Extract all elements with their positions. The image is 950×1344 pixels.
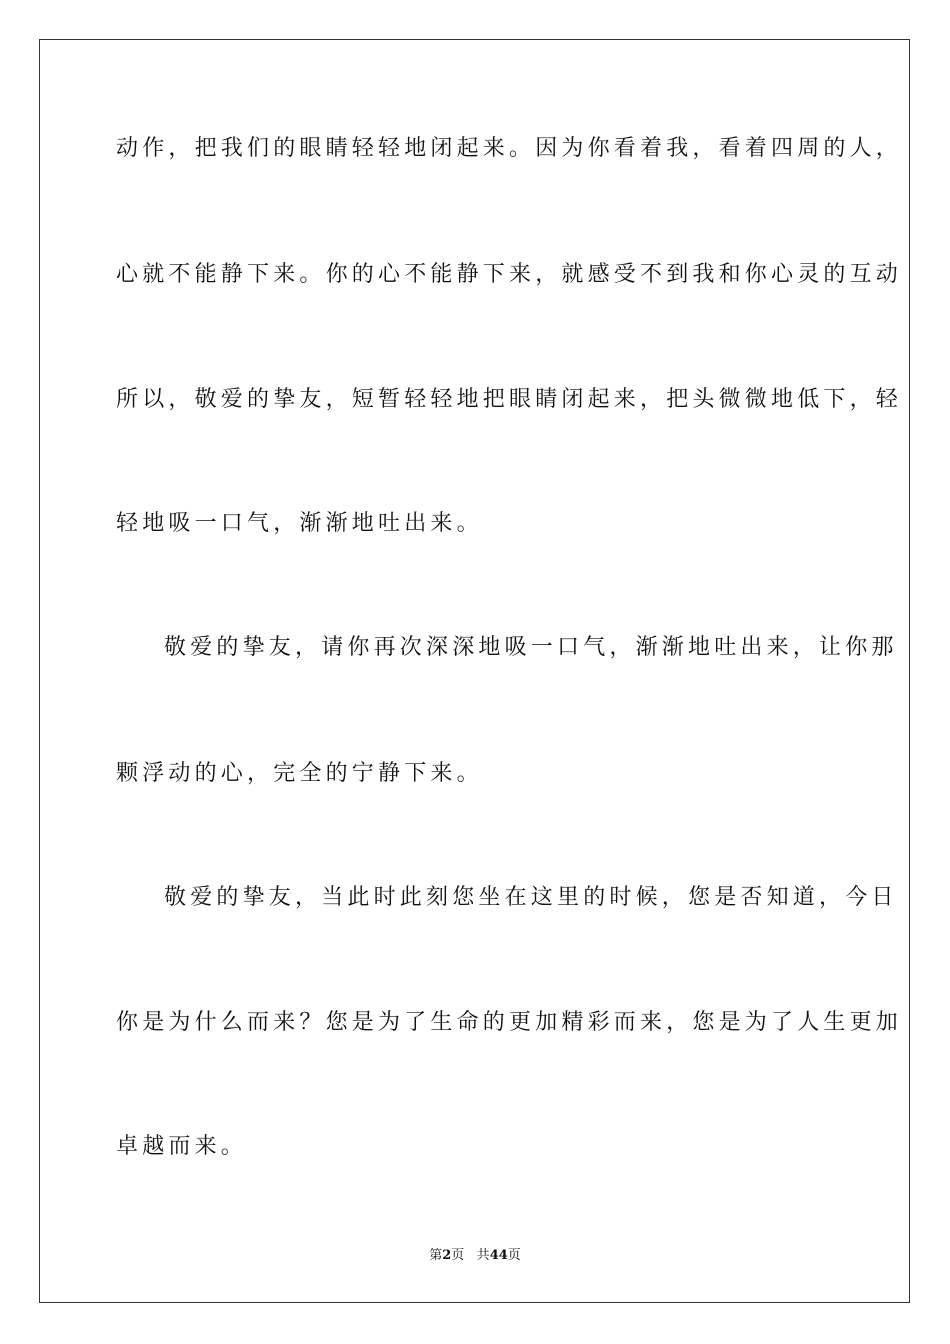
paragraph-line: 你是为什么而来？您是为了生命的更加精彩而来，您是为了人生更加 (116, 1010, 903, 1035)
paragraph-line: 敬爱的挚友，当此时此刻您坐在这里的时候，您是否知道，今日 (164, 885, 898, 910)
paragraph-line: 轻地吸一口气，渐渐地吐出来。 (116, 511, 483, 536)
paragraph-line: 颗浮动的心，完全的宁静下来。 (116, 761, 483, 786)
paragraph-line: 卓越而来。 (116, 1134, 248, 1159)
paragraph-line: 敬爱的挚友，请你再次深深地吸一口气，渐渐地吐出来，让你那 (164, 635, 898, 660)
page-border (39, 39, 910, 1303)
paragraph-line: 动作，把我们的眼睛轻轻地闭起来。因为你看着我，看着四周的人， (116, 136, 903, 161)
total-prefix: 共 (476, 1248, 490, 1263)
total-page-count: 44 (489, 1248, 508, 1263)
paragraph-line: 所以，敬爱的挚友，短暂轻轻地把眼睛闭起来，把头微微地低下，轻 (116, 387, 903, 412)
page-footer (0, 1248, 950, 1264)
paragraph-line: 心就不能静下来。你的心不能静下来，就感受不到我和你心灵的互动 (116, 262, 903, 287)
current-page-number: 2 (442, 1248, 452, 1263)
page-suffix: 页 (451, 1248, 465, 1263)
total-suffix: 页 (507, 1248, 521, 1263)
page-prefix: 第 (429, 1248, 443, 1263)
